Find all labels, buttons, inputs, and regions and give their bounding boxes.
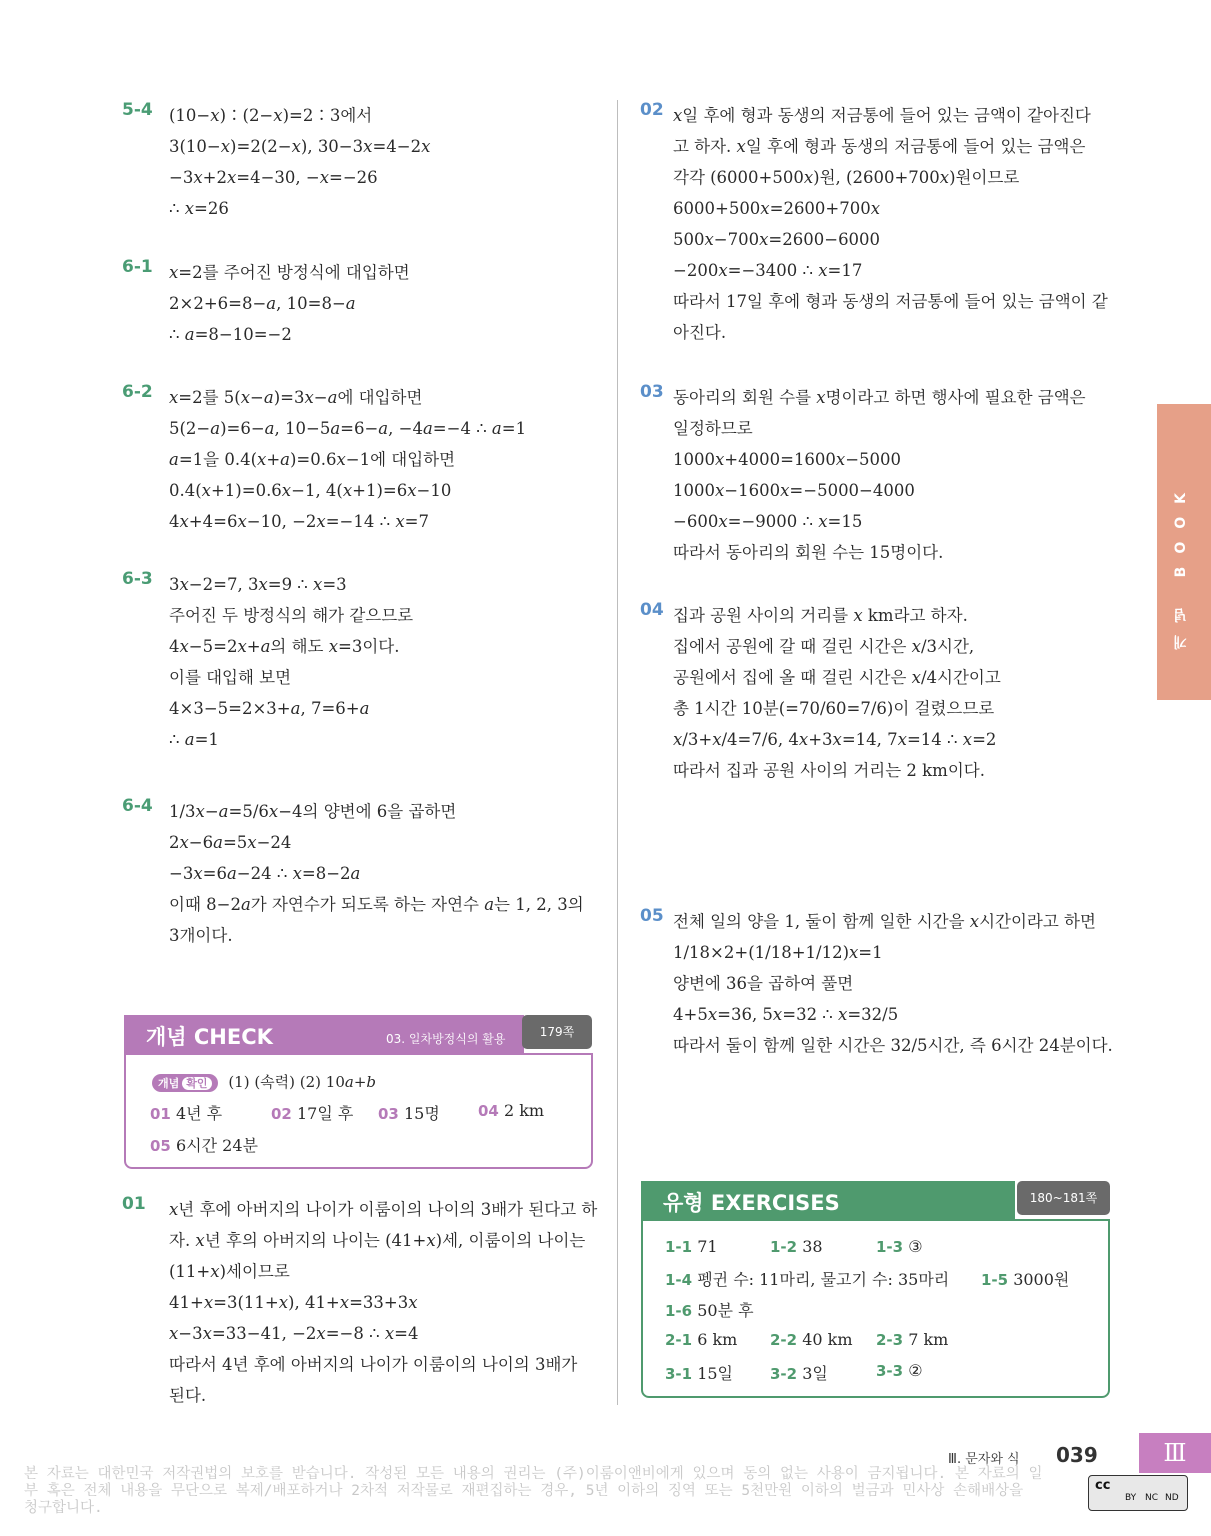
solution-line: 4+5𝑥=36, 5𝑥=32 ∴ 𝑥=32/5: [673, 1005, 899, 1024]
concept-check-title: 개념 CHECK: [146, 1025, 273, 1049]
concept-confirm-row: [152, 1071, 376, 1092]
cc-license-badge: [1088, 1475, 1188, 1511]
answer-item: 1-3 ③: [876, 1237, 923, 1256]
solution-line: 𝑥=2를 주어진 방정식에 대입하면: [169, 263, 410, 282]
solution-line: 동아리의 회원 수를 𝑥명이라고 하면 행사에 필요한 금액은: [673, 388, 1086, 407]
solution-line: −600𝑥=−9000 ∴ 𝑥=15: [673, 512, 863, 531]
solution-line: 1000𝑥+4000=1600𝑥−5000: [673, 450, 902, 469]
solution-line: 4𝑥−5=2𝑥+𝑎의 해도 𝑥=3이다.: [169, 637, 400, 656]
solution-line: (11+𝑥)세이므로: [169, 1262, 290, 1281]
problem-number: 6-3: [122, 569, 153, 589]
problem-number: 6-1: [122, 257, 153, 277]
solution-line: ∴ 𝑎=8−10=−2: [169, 325, 292, 344]
answer-item: 05 6시간 24분: [150, 1136, 258, 1155]
solution-line: 1/3𝑥−𝑎=5/6𝑥−4의 양변에 6을 곱하면: [169, 802, 457, 821]
problem-number: 05: [640, 906, 664, 926]
solution-line: 전체 일의 양을 1, 둘이 함께 일한 시간을 𝑥시간이라고 하면: [673, 912, 1096, 931]
solution-line: 5(2−𝑎)=6−𝑎, 10−5𝑎=6−𝑎, −4𝑎=−4 ∴ 𝑎=1: [169, 419, 527, 438]
problem-03: [640, 382, 1120, 568]
problem-5-4: [122, 100, 602, 224]
solution-line: 0.4(𝑥+1)=0.6𝑥−1, 4(𝑥+1)=6𝑥−10: [169, 481, 452, 500]
problem-01: [122, 1194, 602, 1411]
solution-line: 따라서 동아리의 회원 수는 15명이다.: [673, 543, 944, 562]
exercises-body: [641, 1219, 1110, 1398]
solution-line: 아진다.: [673, 323, 727, 342]
side-tab-label: 개념 BOOK: [1173, 480, 1189, 650]
copyright-notice: 본 자료는 대한민국 저작권법의 보호를 받습니다. 작성된 모든 내용의 권리는 (주)이룸이앤비에게 있으며 동의 없는 사용이 금지됩니다. 본 자료의 일부 혹은 전체 내용을 무단으로 복제/배포하거나 2차적 저작물로 재편집하는 경우, 5년 이하의 징역 또는 5천만원 이하의 벌금과 민사상 손해배상을 청구합니다.: [24, 1466, 1043, 1516]
page-number: 039: [1056, 1443, 1098, 1467]
concept-check-body: [124, 1053, 593, 1169]
solution-line: 𝑥=2를 5(𝑥−𝑎)=3𝑥−𝑎에 대입하면: [169, 388, 423, 407]
solution-line: 양변에 36을 곱하여 풀면: [673, 974, 854, 993]
solution-line: ∴ 𝑥=26: [169, 199, 229, 218]
problem-6-4: [122, 796, 602, 951]
answer-item: 3-1 15일: [665, 1364, 734, 1383]
solution-line: 총 1시간 10분(=70/60=7/6)이 걸렸으므로: [673, 699, 995, 718]
solution-line: 공원에서 집에 올 때 걸린 시간은 𝑥/4시간이고: [673, 668, 1001, 687]
solution-line: 𝑥−3𝑥=33−41, −2𝑥=−8 ∴ 𝑥=4: [169, 1324, 419, 1343]
answer-item: 1-2 38: [770, 1237, 823, 1256]
concept-check-header: [124, 1015, 524, 1053]
solution-line: 이때 8−2𝑎가 자연수가 되도록 하는 자연수 𝑎는 1, 2, 3의: [169, 895, 584, 914]
answer-item: 1-6 50분 후: [665, 1301, 754, 1320]
problem-number: 6-2: [122, 382, 153, 402]
solution-line: 각각 (6000+500𝑥)원, (2600+700𝑥)원이므로: [673, 168, 1020, 187]
by-icon: BY: [1125, 1493, 1137, 1503]
solution-line: 이를 대입해 보면: [169, 668, 292, 687]
cc-icon: cc: [1095, 1478, 1111, 1493]
problem-6-3: [122, 569, 602, 755]
solution-line: 500𝑥−700𝑥=2600−6000: [673, 230, 881, 249]
solution-line: 𝑎=1을 0.4(𝑥+𝑎)=0.6𝑥−1에 대입하면: [169, 450, 456, 469]
exercises-header: [641, 1181, 1015, 1219]
problem-number: 02: [640, 100, 664, 120]
solution-line: 2𝑥−6𝑎=5𝑥−24: [169, 833, 292, 852]
concept-tag: 개념 확인: [152, 1074, 218, 1092]
concept-check-subtitle: 03. 일차방정식의 활용: [386, 1032, 506, 1046]
answer-item: 03 15명: [378, 1104, 440, 1123]
column-divider: [617, 100, 618, 1405]
problem-02: [640, 100, 1120, 348]
problem-number: 01: [122, 1194, 146, 1214]
solution-line: 따라서 17일 후에 형과 동생의 저금통에 들어 있는 금액이 같: [673, 292, 1108, 311]
solution-line: −3𝑥=6𝑎−24 ∴ 𝑥=8−2𝑎: [169, 864, 361, 883]
side-tab: [1157, 404, 1211, 700]
answer-item: 2-2 40 km: [770, 1330, 853, 1349]
answer-item: 3-2 3일: [770, 1364, 828, 1383]
solution-line: 따라서 둘이 함께 일한 시간은 32/5시간, 즉 6시간 24분이다.: [673, 1036, 1113, 1055]
solution-line: 따라서 집과 공원 사이의 거리는 2 km이다.: [673, 761, 985, 780]
answer-item: 3-3 ②: [876, 1361, 923, 1380]
problem-04: [640, 600, 1120, 786]
solution-line: 고 하자. 𝑥일 후에 형과 동생의 저금통에 들어 있는 금액은: [673, 137, 1086, 156]
exercises-box: [641, 1181, 1110, 1396]
solution-line: 3𝑥−2=7, 3𝑥=9 ∴ 𝑥=3: [169, 575, 347, 594]
solution-line: 4𝑥+4=6𝑥−10, −2𝑥=−14 ∴ 𝑥=7: [169, 512, 429, 531]
problem-05: [640, 906, 1120, 1061]
solution-line: 일정하므로: [673, 419, 753, 438]
problem-6-2: [122, 382, 602, 537]
exercises-title: 유형 EXERCISES: [663, 1191, 840, 1215]
solution-line: 2×2+6=8−𝑎, 10=8−𝑎: [169, 294, 356, 313]
problem-number: 04: [640, 600, 664, 620]
solution-line: 자. 𝑥년 후의 아버지의 나이는 (41+𝑥)세, 이룸이의 나이는: [169, 1231, 586, 1250]
nd-icon: ND: [1165, 1493, 1179, 1503]
problem-6-1: [122, 257, 602, 350]
solution-line: (10−𝑥)∶(2−𝑥)=2∶3에서: [169, 106, 373, 125]
concept-check-box: [124, 1015, 593, 1167]
chapter-tab: Ⅲ: [1139, 1433, 1211, 1473]
footer-chapter: Ⅲ. 문자와 식: [948, 1452, 1020, 1467]
solution-line: 3(10−𝑥)=2(2−𝑥), 30−3𝑥=4−2𝑥: [169, 137, 431, 156]
answer-item: 1-5 3000원: [981, 1270, 1070, 1289]
answer-item: 04 2 km: [478, 1101, 545, 1120]
solution-line: 𝑥일 후에 형과 동생의 저금통에 들어 있는 금액이 같아진다: [673, 106, 1091, 125]
answer-item: 2-1 6 km: [665, 1330, 738, 1349]
solution-line: 주어진 두 방정식의 해가 같으므로: [169, 606, 414, 625]
answer-item: 1-4 펭귄 수: 11마리, 물고기 수: 35마리: [665, 1270, 950, 1289]
solution-line: 6000+500𝑥=2600+700𝑥: [673, 199, 881, 218]
nc-icon: NC: [1145, 1493, 1159, 1503]
solution-line: 4×3−5=2×3+𝑎, 7=6+𝑎: [169, 699, 370, 718]
solution-line: 1/18×2+(1/18+1/12)𝑥=1: [673, 943, 883, 962]
solution-line: 41+𝑥=3(11+𝑥), 41+𝑥=33+3𝑥: [169, 1293, 418, 1312]
solution-line: ∴ 𝑎=1: [169, 730, 219, 749]
exercises-page: 180~181쪽: [1017, 1181, 1110, 1215]
solution-line: 3개이다.: [169, 926, 233, 945]
concept-check-page: 179쪽: [522, 1015, 592, 1049]
solution-line: 집과 공원 사이의 거리를 𝑥 km라고 하자.: [673, 606, 968, 625]
solution-line: 집에서 공원에 갈 때 걸린 시간은 𝑥/3시간,: [673, 637, 975, 656]
solution-line: 𝑥년 후에 아버지의 나이가 이룸이의 나이의 3배가 된다고 하: [169, 1200, 598, 1219]
answer-item: 2-3 7 km: [876, 1330, 949, 1349]
solution-line: 𝑥/3+𝑥/4=7/6, 4𝑥+3𝑥=14, 7𝑥=14 ∴ 𝑥=2: [673, 730, 997, 749]
solution-line: 된다.: [169, 1386, 207, 1405]
solution-line: −3𝑥+2𝑥=4−30, −𝑥=−26: [169, 168, 378, 187]
problem-number: 6-4: [122, 796, 153, 816]
answer-item: 01 4년 후: [150, 1104, 223, 1123]
problem-number: 5-4: [122, 100, 153, 120]
problem-number: 03: [640, 382, 664, 402]
solution-line: 따라서 4년 후에 아버지의 나이가 이룸이의 나이의 3배가: [169, 1355, 578, 1374]
answer-item: 02 17일 후: [271, 1104, 354, 1123]
concept-confirm-text: (1) (속력) (2) 10𝑎+𝑏: [228, 1073, 376, 1091]
solution-line: 1000𝑥−1600𝑥=−5000−4000: [673, 481, 915, 500]
solution-line: −200𝑥=−3400 ∴ 𝑥=17: [673, 261, 863, 280]
answer-item: 1-1 71: [665, 1237, 718, 1256]
